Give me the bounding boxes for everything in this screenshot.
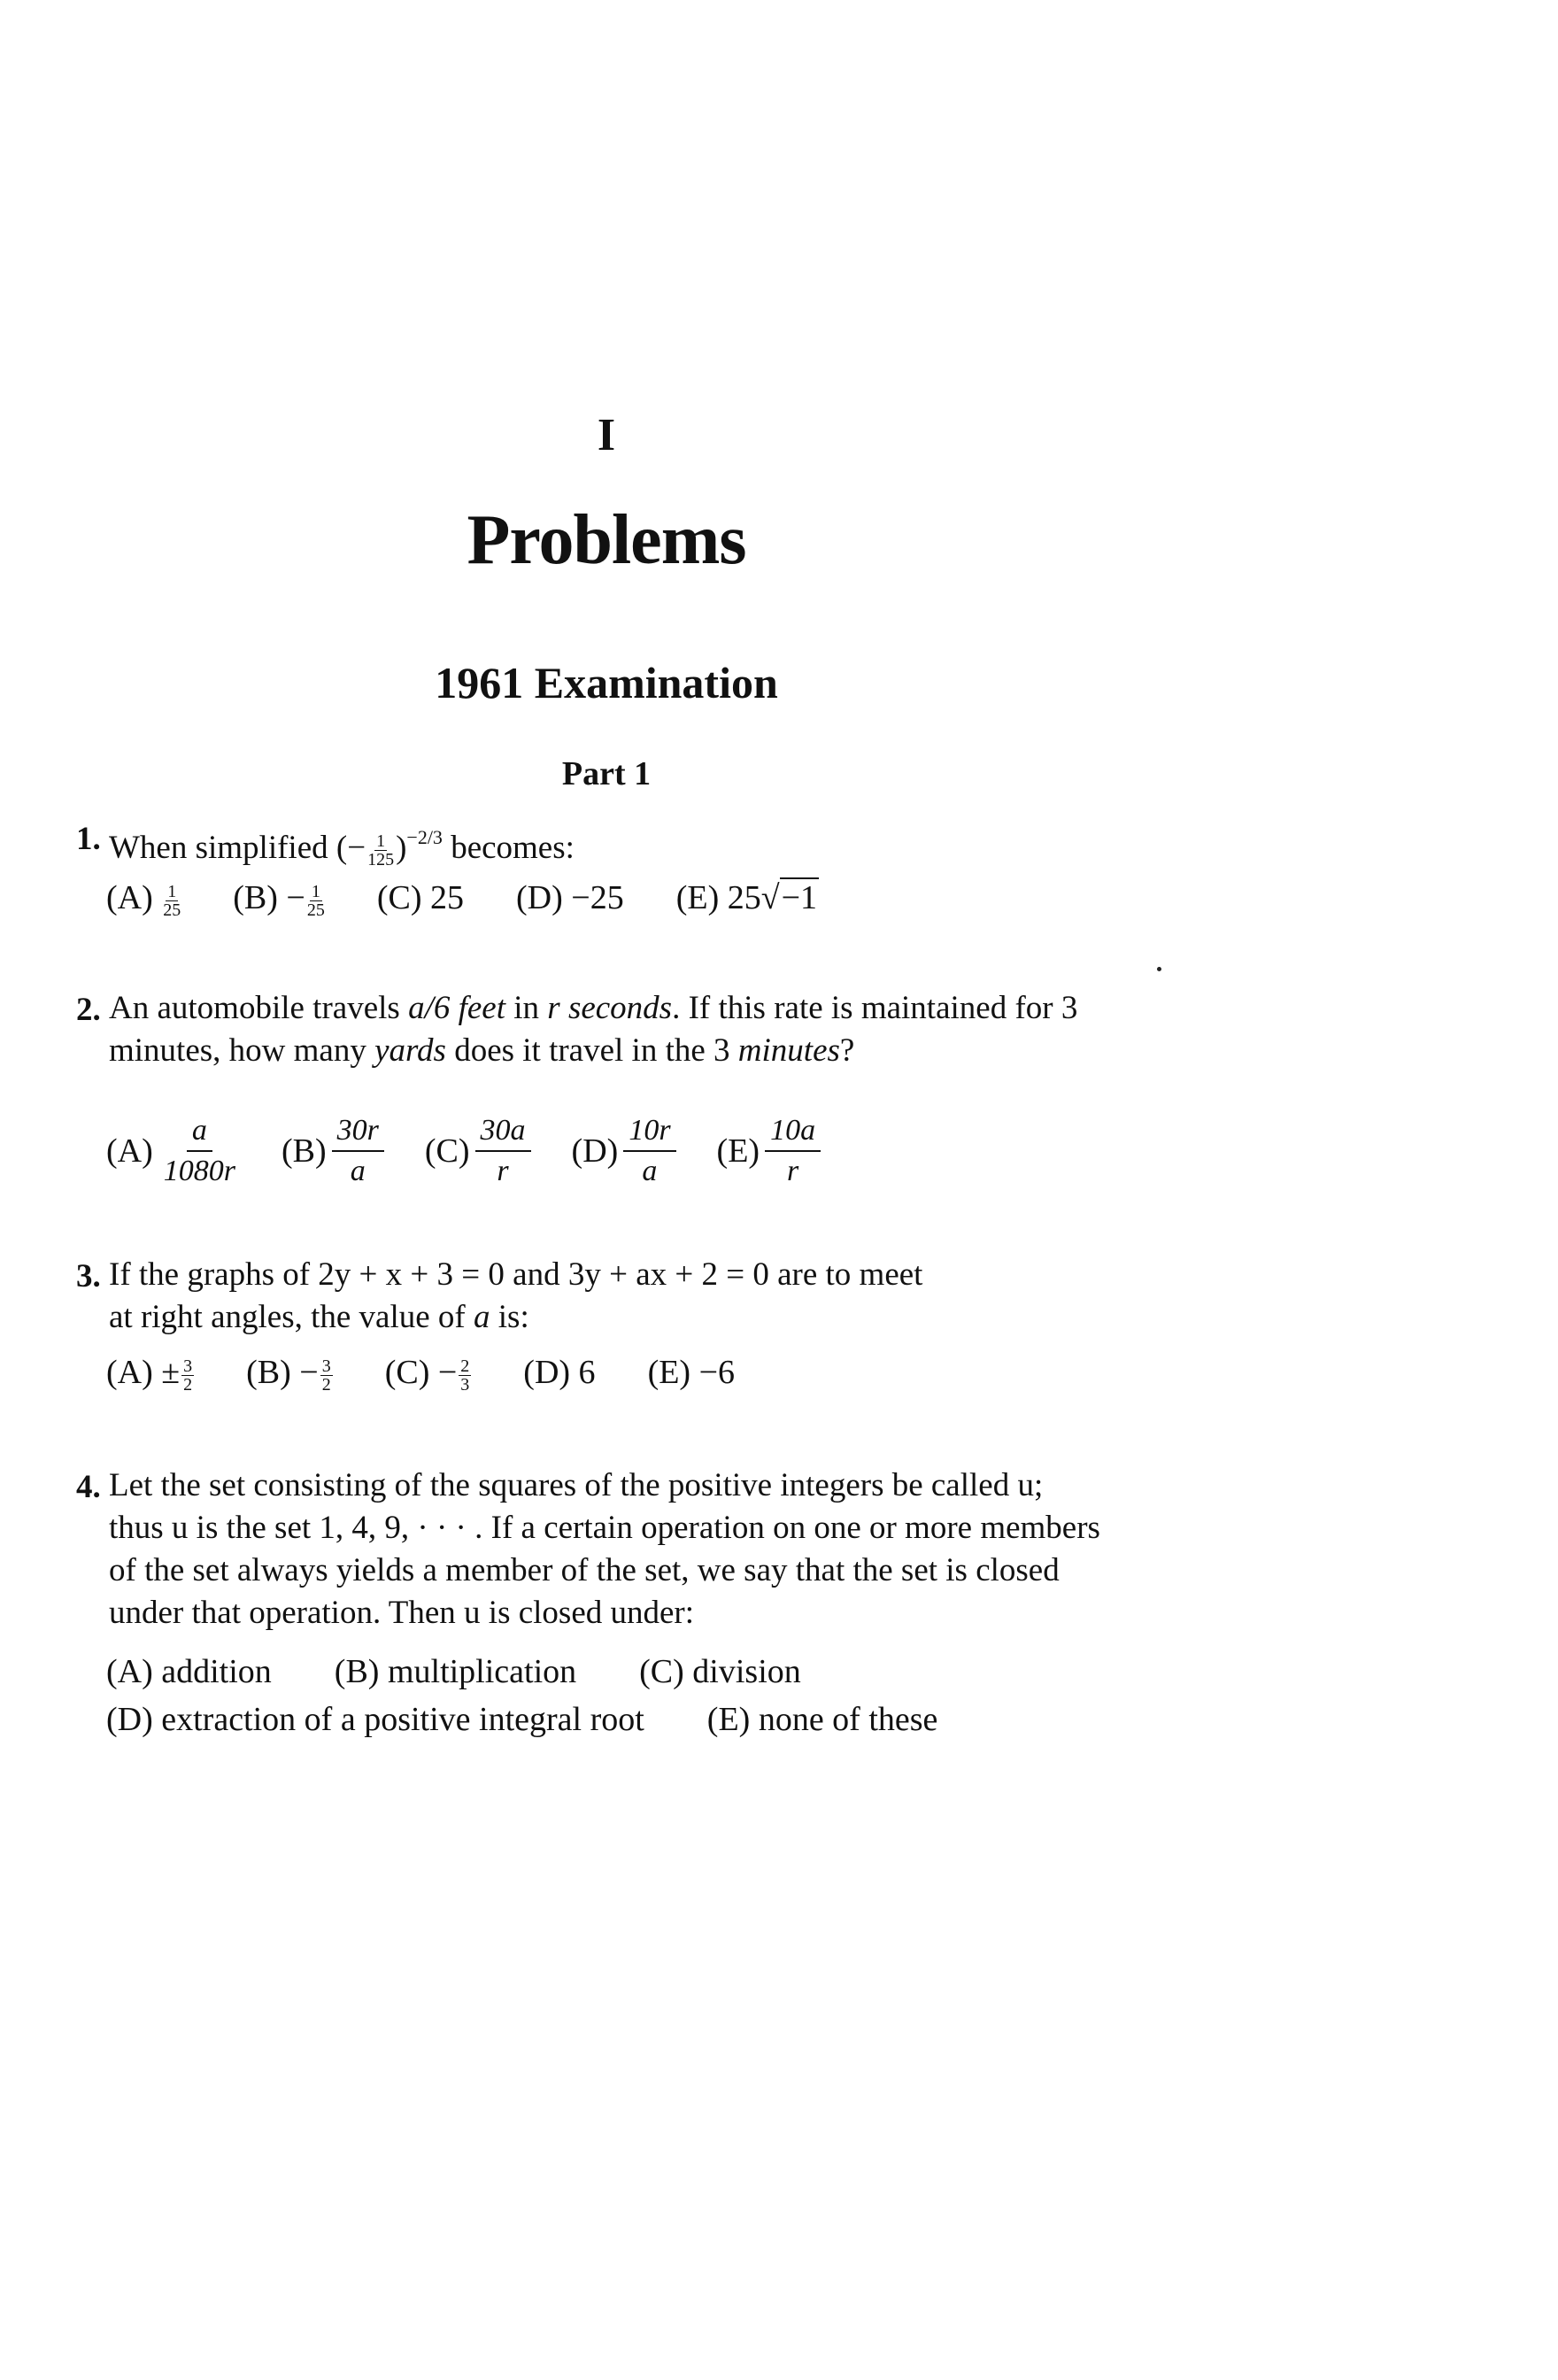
problem-number: 2. — [76, 992, 101, 1028]
problem-3-line-2: at right angles, the value of a is: — [109, 1299, 529, 1335]
problem-4-line-4: under that operation. Then u is closed under: — [109, 1595, 695, 1631]
choice-a: (A) ± $\frac{3}{2}$ — [106, 1354, 193, 1395]
choice-b: (B) − $\frac{3}{2}$ — [246, 1354, 331, 1395]
choice-c: (C) division — [639, 1653, 801, 1690]
stray-mark — [1157, 967, 1161, 971]
problem-2-line-2: minutes, how many yards does it travel in the 3 minutes? — [109, 1032, 855, 1069]
problem-4-line-3: of the set always yields a member of the set, we say that the set is closed — [109, 1552, 1060, 1588]
problem-3-line-1: If the graphs of 2y + x + 3 = 0 and 3y + ax + 2 = 0 are to meet — [109, 1256, 923, 1293]
problem-number: 3. — [76, 1258, 101, 1294]
problem-1-choices — [106, 878, 819, 919]
choice-e: (E) −6 — [647, 1354, 736, 1391]
part-heading: Part 1 — [561, 755, 652, 792]
choice-c: (C) 25 — [376, 879, 465, 916]
choice-d: (D) $\frac{10r}{a}$ — [572, 1113, 682, 1189]
choice-b: (B) − $\frac{1}{25}$ — [233, 879, 325, 920]
problem-4-choices-row-2 — [106, 1700, 937, 1739]
choice-d: (D) 6 — [523, 1354, 596, 1391]
choice-e: (E) 25√−1 — [675, 879, 818, 916]
choice-e: (E) $\frac{10a}{r}$ — [717, 1113, 827, 1189]
problem-number: 1. — [76, 821, 101, 857]
exam-heading: 1961 Examination — [435, 658, 778, 707]
exponent: −2/3 — [406, 826, 443, 848]
problem-1-text: When simplified (− $\frac{1}{125}$ )$^{-2/3}$ becomes: — [109, 826, 575, 870]
problem-3-choices — [106, 1353, 735, 1394]
problem-number: 4. — [76, 1469, 101, 1505]
page-title: Problems — [467, 501, 746, 579]
problem-2-choices — [106, 1098, 861, 1204]
choice-a: (A) $\frac{1}{25}$ — [106, 879, 181, 920]
problem-2-line-1: An automobile travels a/6 feet in r seconds. If this rate is maintained for 3 — [109, 990, 1078, 1026]
choice-c: (C) $\frac{30a}{r}$ — [425, 1113, 536, 1189]
fraction: $\frac{1}{125}$ — [367, 831, 395, 870]
problem-4-line-1: Let the set consisting of the squares of the positive integers be called u; — [109, 1467, 1044, 1503]
choice-b: (B) $\frac{30r}{a}$ — [282, 1113, 390, 1189]
choice-a: (A) addition — [106, 1653, 272, 1690]
choice-b: (B) multiplication — [334, 1653, 577, 1690]
problem-4-choices-row-1 — [106, 1652, 801, 1691]
chapter-number: I — [597, 410, 616, 460]
choice-d: (D) −25 — [516, 879, 624, 916]
choice-d: (D) extraction of a positive integral root — [106, 1701, 644, 1738]
choice-a: (A) $\frac{a}{1080r}$ — [106, 1114, 235, 1187]
choice-e: (E) none of these — [706, 1701, 938, 1738]
choice-c: (C) − $\frac{2}{3}$ — [384, 1354, 470, 1395]
problem-4-line-2: thus u is the set 1, 4, 9, · · · . If a certain operation on one or more members — [109, 1510, 1100, 1546]
